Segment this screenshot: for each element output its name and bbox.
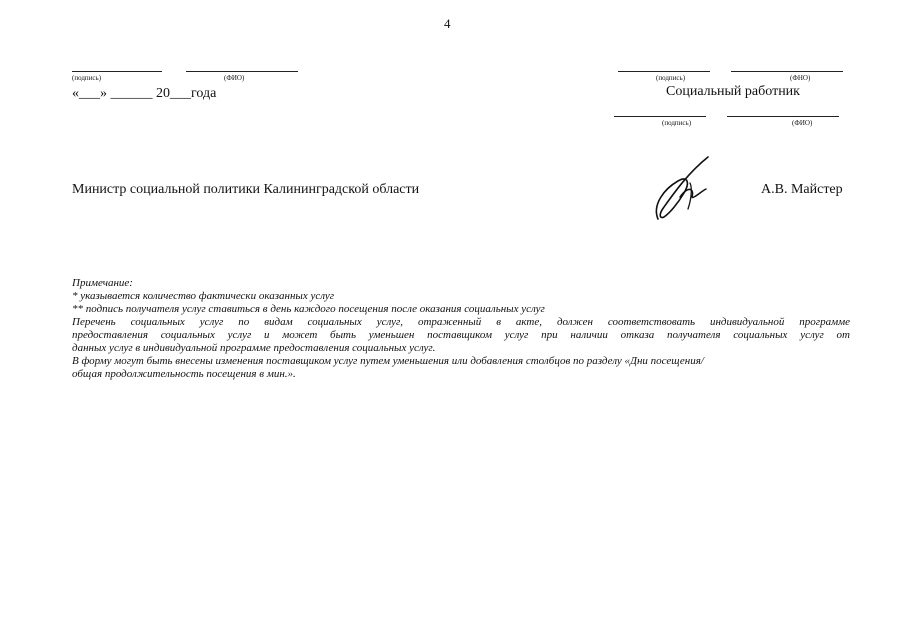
handwritten-signature — [650, 153, 720, 225]
fio-caption-left: (ФИО) — [224, 74, 245, 82]
notes-section — [72, 277, 850, 381]
fio-line-right-top — [731, 71, 843, 72]
note-para2-line2: общая продолжительность посещения в мин.». — [72, 368, 296, 380]
note-line-1: * указывается количество фактически оказанных услуг — [72, 290, 335, 302]
fio-line-right-bottom — [727, 116, 839, 117]
signature-caption-right-bottom: (подпись) — [662, 119, 692, 127]
note-para1-line3: данных услуг в индивидуальной программе предоставления социальных услуг. — [72, 342, 436, 354]
minister-title: Министр социальной политики Калининградской области — [72, 182, 420, 197]
signature-caption-left: (подпись) — [72, 74, 102, 82]
date-line: «___» ______ 20___года — [72, 86, 217, 101]
note-para1-line2: предоставления социальных услуг и может быть уменьшен поставщиком услуг при наличии отказа получателя социальных услуг от — [72, 329, 850, 341]
signature-line-right-top — [618, 71, 710, 72]
minister-name: А.В. Майстер — [761, 182, 843, 197]
note-para2-line1: В форму могут быть внесены изменения поставщиком услуг путем уменьшения или добавления столбцов по разделу «Дни посещения/ — [72, 355, 704, 367]
fio-caption-right-bottom: (ФИО) — [792, 119, 813, 127]
page-number: 4 — [444, 16, 451, 31]
signature-line-left — [72, 71, 162, 72]
note-para1-line1: Перечень социальных услуг по видам социальных услуг, отраженный в акте, должен соответствовать индивидуальной программе — [72, 316, 850, 328]
fio-line-left — [186, 71, 298, 72]
notes-heading: Примечание: — [72, 277, 133, 289]
signature-caption-right-top: (подпись) — [656, 74, 686, 82]
social-worker-label: Социальный работник — [666, 84, 800, 99]
fio-caption-right-top: (ФНО) — [790, 74, 811, 82]
note-line-2: ** подпись получателя услуг ставиться в день каждого посещения после оказания социальных услуг — [72, 303, 545, 315]
signature-line-right-bottom — [614, 116, 706, 117]
